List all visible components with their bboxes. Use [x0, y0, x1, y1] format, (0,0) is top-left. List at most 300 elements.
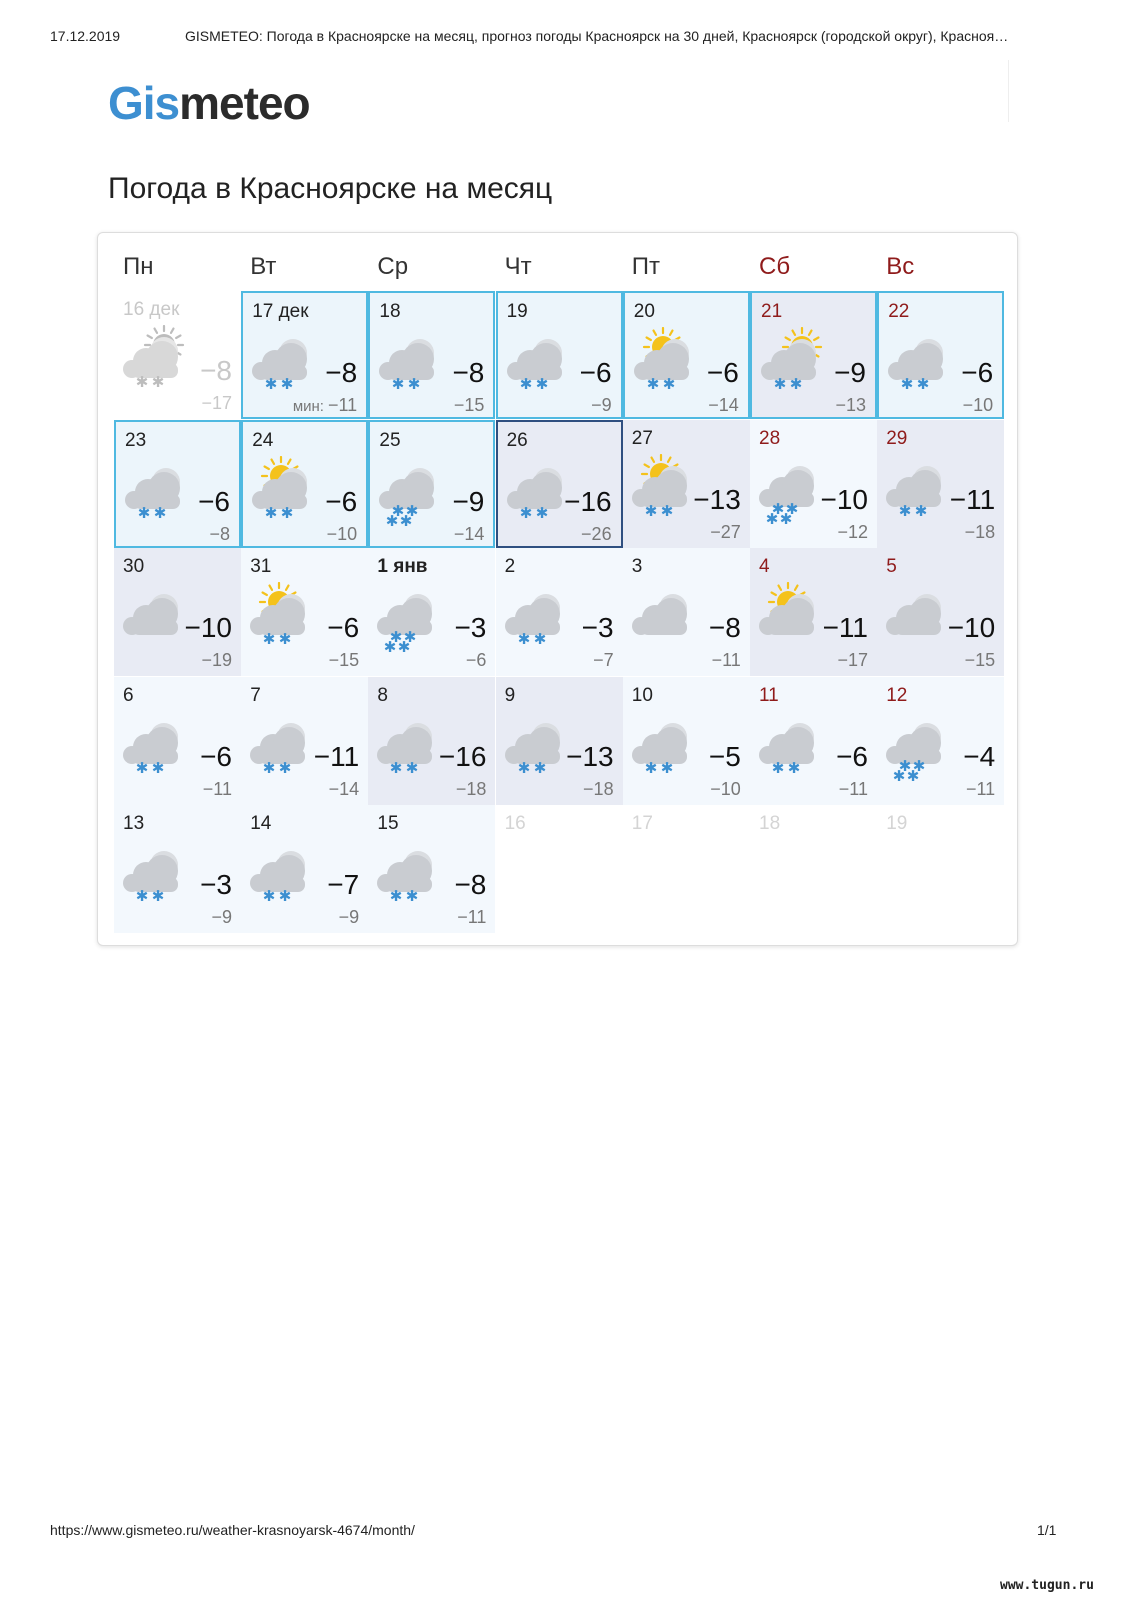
- temp-min: [201, 393, 232, 414]
- svg-text:✱: ✱: [392, 375, 405, 393]
- temp-min: [201, 650, 232, 671]
- day-cell[interactable]: [877, 291, 1004, 419]
- weather-icon: [120, 839, 190, 909]
- weather-icon: [247, 839, 317, 909]
- temp-min-value: −10: [962, 395, 994, 415]
- svg-text:✱: ✱: [278, 630, 292, 648]
- temp-max: −8: [325, 357, 358, 388]
- day-date: 5: [886, 556, 897, 577]
- day-date: 17 дек: [252, 301, 309, 322]
- svg-text:✱: ✱: [789, 375, 803, 393]
- temp-max: −3: [454, 612, 487, 643]
- cloud-icon: [123, 594, 178, 635]
- day-date: 6: [123, 684, 134, 706]
- temp-min: [710, 779, 741, 800]
- temp-min-value: −14: [328, 778, 360, 799]
- print-header: [50, 28, 1081, 48]
- svg-text:✱: ✱: [906, 766, 920, 781]
- temp-min: [339, 907, 360, 928]
- day-cell[interactable]: [496, 420, 623, 548]
- day-date: 21: [761, 301, 783, 322]
- temp-max: −6: [198, 485, 230, 517]
- svg-text:✱: ✱: [660, 758, 674, 777]
- svg-text:✱: ✱: [662, 375, 676, 393]
- temp-min: [203, 779, 232, 800]
- gismeteo-logo[interactable]: [108, 77, 310, 129]
- temp-min: [583, 779, 614, 800]
- weekday-1: Вт: [250, 253, 277, 280]
- temp-min: [466, 650, 487, 671]
- day-cell[interactable]: [241, 291, 368, 419]
- svg-text:✱: ✱: [916, 375, 930, 393]
- day-cell[interactable]: [496, 548, 623, 676]
- weather-icon: [122, 456, 192, 526]
- svg-text:✱: ✱: [898, 756, 912, 775]
- cloud-icon: [125, 468, 180, 509]
- day-cell[interactable]: [241, 420, 368, 548]
- weather-icon: [120, 711, 190, 781]
- temp-max: −16: [564, 485, 612, 517]
- svg-text:✱: ✱: [912, 756, 926, 775]
- svg-text:✱: ✱: [135, 887, 149, 905]
- svg-text:✱: ✱: [386, 511, 399, 526]
- temp-max: −10: [947, 612, 996, 643]
- temp-min: [581, 524, 612, 545]
- temp-min: [712, 650, 741, 671]
- weather-icon: [120, 582, 190, 652]
- svg-text:✱: ✱: [262, 630, 276, 648]
- temp-min: [456, 779, 487, 800]
- temp-min-value: −11: [838, 778, 868, 799]
- day-cell: [750, 805, 877, 933]
- day-cell: [496, 805, 623, 933]
- weekday-3: Чт: [504, 253, 532, 280]
- day-cell[interactable]: [623, 420, 750, 548]
- temp-min-value: −6: [465, 650, 487, 670]
- temp-min-value: −17: [837, 650, 868, 670]
- cloud-icon: [505, 594, 560, 635]
- day-date: 14: [250, 813, 272, 834]
- weather-icon: [120, 325, 190, 395]
- temp-max: −10: [820, 483, 868, 515]
- temp-min: [591, 395, 612, 416]
- svg-text:✱: ✱: [517, 758, 530, 777]
- temp-min: [454, 395, 485, 416]
- day-date: 22: [888, 301, 910, 322]
- temp-max: −13: [693, 483, 741, 515]
- min-label: мин:: [292, 398, 324, 415]
- day-date: 16 дек: [123, 299, 180, 320]
- temp-min-value: −9: [211, 907, 232, 927]
- svg-text:✱: ✱: [771, 499, 785, 518]
- svg-text:✱: ✱: [280, 375, 294, 393]
- day-date: 23: [125, 429, 147, 451]
- svg-text:✱: ✱: [900, 375, 914, 393]
- temp-min-value: −11: [965, 778, 996, 799]
- temp-max: −5: [708, 740, 741, 772]
- weather-icon: [629, 582, 699, 652]
- svg-text:✱: ✱: [262, 887, 276, 905]
- svg-text:✱: ✱: [533, 630, 546, 648]
- temp-max: −8: [454, 869, 487, 900]
- day-date: 18: [759, 813, 781, 834]
- temp-min-value: −14: [708, 395, 739, 415]
- temp-min: [710, 522, 741, 543]
- temp-min-value: −11: [457, 907, 487, 927]
- temp-min: [209, 524, 230, 545]
- day-date: 20: [633, 301, 655, 322]
- cloud-icon: [759, 723, 814, 764]
- day-cell[interactable]: [241, 548, 368, 676]
- weather-icon: [758, 327, 828, 397]
- svg-text:✱: ✱: [398, 638, 411, 652]
- svg-text:✱: ✱: [151, 373, 165, 391]
- temp-min: [457, 907, 486, 928]
- temp-min-value: −7: [593, 650, 614, 670]
- svg-text:✱: ✱: [390, 887, 403, 905]
- weekday-5: Сб: [759, 253, 791, 280]
- day-date: 26: [506, 429, 528, 451]
- page-title: Погода в Красноярске на месяц: [108, 172, 553, 205]
- day-cell[interactable]: [623, 291, 750, 419]
- cloud-icon: [123, 337, 178, 378]
- svg-text:✱: ✱: [535, 503, 548, 522]
- day-cell[interactable]: [623, 677, 750, 805]
- day-date: 13: [123, 813, 145, 834]
- svg-text:✱: ✱: [779, 509, 793, 524]
- weather-icon: [629, 711, 699, 781]
- temp-min: [329, 779, 360, 800]
- weather-icon: [504, 327, 574, 397]
- day-cell[interactable]: [241, 805, 368, 933]
- svg-text:✱: ✱: [519, 375, 532, 393]
- temp-max: −11: [313, 740, 360, 772]
- day-date: 16: [504, 813, 526, 834]
- day-cell[interactable]: [750, 677, 877, 805]
- day-cell[interactable]: [114, 805, 241, 933]
- temp-max: −6: [200, 740, 232, 772]
- day-date: 27: [631, 427, 653, 449]
- day-date: 18: [379, 301, 401, 322]
- day-cell[interactable]: [496, 291, 623, 419]
- day-date: 2: [504, 556, 516, 577]
- weather-icon: [502, 711, 572, 781]
- cloud-icon: [377, 851, 432, 892]
- svg-text:✱: ✱: [533, 758, 546, 777]
- weekday-6: Вс: [886, 253, 915, 280]
- weather-icon: [374, 839, 444, 909]
- cloud-icon: [761, 339, 816, 380]
- day-cell[interactable]: [623, 548, 750, 676]
- temp-min-value: −18: [964, 521, 996, 542]
- footer-page-number: 1/1: [1037, 1522, 1057, 1538]
- day-date: 11: [759, 684, 779, 706]
- weather-icon: [883, 582, 953, 652]
- temp-min: [966, 779, 995, 800]
- svg-text:✱: ✱: [660, 501, 674, 520]
- weather-icon: [631, 327, 701, 397]
- day-date: 17: [631, 813, 653, 834]
- temp-max: −13: [566, 740, 614, 772]
- svg-text:✱: ✱: [264, 503, 278, 522]
- temp-max: −6: [961, 357, 994, 388]
- cloud-icon: [250, 851, 305, 892]
- temp-min: [593, 650, 614, 671]
- day-cell: [877, 805, 1004, 933]
- day-date: 15: [377, 813, 399, 834]
- temp-min-value: −12: [837, 521, 868, 542]
- svg-text:✱: ✱: [392, 501, 405, 520]
- temp-max: −8: [200, 355, 232, 386]
- day-date: 31: [250, 556, 272, 577]
- day-cell[interactable]: [368, 548, 495, 676]
- svg-text:✱: ✱: [785, 499, 799, 518]
- weather-icon: [374, 711, 444, 781]
- day-cell[interactable]: [750, 291, 877, 419]
- temp-max: −6: [836, 740, 868, 772]
- day-date: 10: [631, 684, 653, 706]
- temp-max: −11: [949, 483, 996, 515]
- svg-text:✱: ✱: [137, 503, 151, 522]
- temp-max: −16: [438, 740, 487, 772]
- day-date: 29: [886, 427, 908, 449]
- temp-max: −9: [834, 357, 866, 388]
- day-date: 1 янв: [377, 556, 428, 577]
- temp-max: −6: [325, 485, 358, 517]
- svg-text:✱: ✱: [787, 758, 801, 777]
- cloud-icon: [250, 723, 305, 764]
- temp-min-value: −10: [326, 523, 358, 544]
- temp-min: [837, 522, 868, 543]
- temp-max: −8: [452, 357, 485, 388]
- temp-min-value: −18: [583, 778, 614, 799]
- svg-text:✱: ✱: [406, 501, 419, 520]
- svg-text:✱: ✱: [765, 509, 779, 524]
- day-date: 19: [506, 301, 528, 322]
- temp-min-value: −10: [710, 778, 741, 799]
- logo-part-meteo: meteo: [179, 77, 310, 129]
- temp-min-value: −26: [581, 523, 612, 544]
- temp-min: [454, 524, 485, 545]
- weather-icon: [756, 711, 826, 781]
- temp-min-value: −11: [202, 778, 232, 799]
- temp-min: [965, 522, 996, 543]
- svg-text:✱: ✱: [898, 501, 912, 520]
- weather-icon: [883, 454, 953, 524]
- cloud-icon: [632, 594, 687, 635]
- svg-text:✱: ✱: [262, 758, 276, 777]
- day-date: 3: [631, 556, 643, 577]
- svg-text:✱: ✱: [406, 758, 419, 777]
- svg-text:✱: ✱: [408, 375, 421, 393]
- day-cell[interactable]: [368, 677, 495, 805]
- print-page-title: GISMETEO: Погода в Красноярске на месяц, прогноз погоды Красноярск на 30 дней, Красноярск (городской округ), Красноя…: [185, 28, 1009, 44]
- temp-max: −3: [581, 612, 614, 643]
- day-cell: [623, 805, 750, 933]
- svg-text:✱: ✱: [535, 375, 548, 393]
- cloud-icon: [379, 339, 434, 380]
- print-date: 17.12.2019: [50, 28, 121, 44]
- day-date: 4: [759, 556, 770, 577]
- temp-min-value: −27: [710, 521, 741, 542]
- day-cell[interactable]: [114, 677, 241, 805]
- temp-min: [835, 395, 866, 416]
- temp-min-value: −9: [591, 395, 612, 415]
- svg-text:✱: ✱: [644, 758, 658, 777]
- svg-text:✱: ✱: [519, 503, 532, 522]
- weather-icon: [502, 582, 572, 652]
- temp-min: [327, 524, 358, 545]
- day-cell[interactable]: [496, 677, 623, 805]
- temp-min-value: −15: [328, 650, 360, 670]
- temp-min-value: −8: [209, 523, 230, 544]
- day-date: 8: [377, 684, 388, 706]
- cloud-icon: [507, 468, 562, 509]
- temp-max: −9: [452, 485, 485, 517]
- day-date: 30: [123, 556, 145, 577]
- temp-min: [211, 907, 232, 928]
- svg-text:✱: ✱: [384, 638, 397, 652]
- cloud-icon: [886, 594, 941, 635]
- temp-max: −8: [708, 612, 741, 643]
- day-cell[interactable]: [750, 548, 877, 676]
- cloud-icon: [252, 339, 307, 380]
- cloud-icon: [123, 723, 178, 764]
- svg-text:✱: ✱: [771, 758, 785, 777]
- svg-text:✱: ✱: [646, 375, 660, 393]
- temp-min-value: −19: [201, 650, 232, 670]
- day-cell[interactable]: [750, 420, 877, 548]
- day-cell[interactable]: [114, 291, 241, 419]
- watermark: www.tugun.ru: [1000, 1578, 1094, 1593]
- temp-min: [963, 395, 994, 416]
- day-date: 7: [250, 684, 261, 706]
- month-calendar: [97, 232, 1018, 946]
- weather-icon: [376, 327, 446, 397]
- svg-text:✱: ✱: [390, 628, 403, 646]
- cloud-icon: [632, 723, 687, 764]
- temp-max: −4: [963, 740, 996, 772]
- temp-min: [965, 650, 996, 671]
- temp-max: −11: [822, 612, 868, 643]
- day-date: 24: [252, 429, 274, 451]
- weather-icon: [504, 456, 574, 526]
- temp-max: −3: [200, 869, 232, 900]
- cloud-icon: [886, 466, 941, 507]
- svg-text:✱: ✱: [404, 628, 417, 646]
- temp-max: −6: [706, 357, 739, 388]
- weather-icon: [883, 711, 953, 781]
- weekday-header: [114, 253, 1004, 293]
- cloud-icon: [888, 339, 943, 380]
- temp-min-value: −15: [453, 395, 485, 415]
- temp-min-value: −11: [327, 395, 358, 415]
- temp-max: −7: [327, 869, 360, 900]
- temp-max: −10: [184, 612, 232, 643]
- temp-min: [708, 395, 739, 416]
- weather-icon: [376, 456, 446, 526]
- svg-text:✱: ✱: [406, 887, 419, 905]
- day-date: 19: [886, 813, 908, 834]
- weather-icon: [247, 711, 317, 781]
- day-cell[interactable]: [877, 420, 1004, 548]
- weather-icon: [249, 456, 319, 526]
- day-cell[interactable]: [114, 548, 241, 676]
- cloud-icon: [123, 851, 178, 892]
- svg-text:✱: ✱: [135, 758, 149, 777]
- weather-icon: [247, 582, 317, 652]
- day-cell[interactable]: [368, 805, 495, 933]
- weather-icon: [756, 582, 826, 652]
- weather-icon: [629, 454, 699, 524]
- logo-part-gis: Gis: [108, 77, 180, 129]
- day-cell[interactable]: [241, 677, 368, 805]
- day-cell[interactable]: [877, 548, 1004, 676]
- svg-text:✱: ✱: [151, 758, 165, 777]
- day-date: 25: [379, 429, 401, 451]
- day-date: 12: [886, 684, 908, 706]
- svg-text:✱: ✱: [153, 503, 167, 522]
- weekday-0: Пн: [123, 253, 154, 280]
- cloud-icon: [507, 339, 562, 380]
- temp-min-value: −13: [835, 395, 866, 415]
- temp-min-value: −17: [201, 393, 232, 413]
- svg-text:✱: ✱: [390, 758, 403, 777]
- temp-min: [293, 395, 357, 416]
- cloud-icon: [377, 723, 432, 764]
- svg-text:✱: ✱: [151, 887, 165, 905]
- day-cell[interactable]: [368, 420, 495, 548]
- weather-icon: [374, 582, 444, 652]
- temp-max: −6: [579, 357, 612, 388]
- calendar-grid: [114, 291, 1004, 931]
- weather-icon: [756, 454, 826, 524]
- temp-max: −6: [327, 612, 360, 643]
- day-cell[interactable]: [114, 420, 241, 548]
- svg-text:✱: ✱: [278, 887, 292, 905]
- svg-text:✱: ✱: [914, 501, 928, 520]
- weekday-4: Пт: [631, 253, 661, 280]
- svg-text:✱: ✱: [773, 375, 787, 393]
- day-cell[interactable]: [877, 677, 1004, 805]
- temp-min-value: −11: [711, 650, 741, 670]
- weather-icon: [885, 327, 955, 397]
- svg-text:✱: ✱: [264, 375, 278, 393]
- temp-min: [839, 779, 868, 800]
- day-cell[interactable]: [368, 291, 495, 419]
- day-date: 9: [504, 684, 516, 706]
- temp-min: [329, 650, 360, 671]
- svg-text:✱: ✱: [135, 373, 149, 391]
- cloud-icon: [505, 723, 560, 764]
- weekday-2: Ср: [377, 253, 409, 280]
- svg-text:✱: ✱: [892, 766, 906, 781]
- svg-text:✱: ✱: [278, 758, 292, 777]
- temp-min-value: −15: [964, 650, 996, 670]
- header-divider: [1008, 60, 1009, 122]
- footer-url: https://www.gismeteo.ru/weather-krasnoyarsk-4674/month/: [50, 1522, 415, 1538]
- svg-text:✱: ✱: [644, 501, 658, 520]
- svg-text:✱: ✱: [517, 630, 530, 648]
- temp-min: [837, 650, 868, 671]
- svg-text:✱: ✱: [400, 511, 413, 526]
- svg-text:✱: ✱: [280, 503, 294, 522]
- temp-min-value: −9: [338, 907, 360, 927]
- temp-min-value: −14: [453, 523, 485, 544]
- day-date: 28: [759, 427, 781, 449]
- temp-min-value: −18: [455, 778, 487, 799]
- weather-icon: [249, 327, 319, 397]
